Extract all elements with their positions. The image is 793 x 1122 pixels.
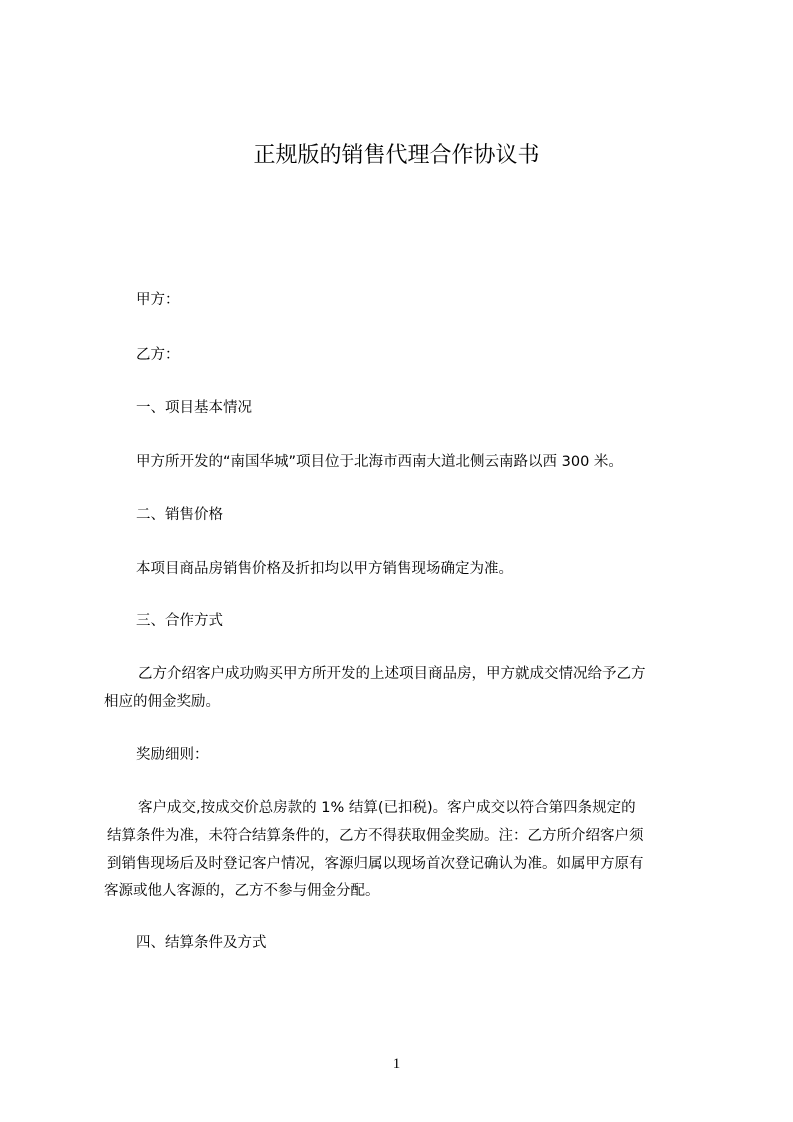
reward-text-line4: 客源或他人客源的，乙方不参与佣金分配。	[104, 883, 380, 899]
section3-text-line2: 相应的佣金奖励。	[104, 694, 220, 710]
reward-text-line2: 结算条件为准，未符合结算条件的，乙方不得获取佣金奖励。注：乙方所介绍客户须	[107, 828, 644, 844]
section3-text-line1: 乙方介绍客户成功购买甲方所开发的上述项目商品房，甲方就成交情况给予乙方	[138, 666, 646, 682]
reward-heading: 奖励细则：	[136, 747, 209, 763]
page-number: 1	[392, 1056, 401, 1072]
section3-heading: 三、合作方式	[136, 613, 223, 629]
reward-text-line1: 客户成交,按成交价总房款的 1% 结算(已扣税)。客户成交以符合第四条规定的	[138, 800, 636, 816]
section2-text: 本项目商品房销售价格及折扣均以甲方销售现场确定为准。	[136, 561, 513, 577]
document-title: 正规版的销售代理合作协议书	[253, 143, 540, 168]
section2-heading: 二、销售价格	[136, 507, 223, 523]
party-a-label: 甲方：	[136, 292, 180, 308]
party-b-label: 乙方：	[136, 347, 180, 363]
section1-heading: 一、项目基本情况	[136, 400, 252, 416]
section4-heading: 四、结算条件及方式	[136, 935, 267, 951]
section1-text: 甲方所开发的“南国华城”项目位于北海市西南大道北侧云南路以西 300 米。	[136, 454, 623, 470]
reward-text-line3: 到销售现场后及时登记客户情况，客源归属以现场首次登记确认为准。如属甲方原有	[107, 856, 644, 872]
